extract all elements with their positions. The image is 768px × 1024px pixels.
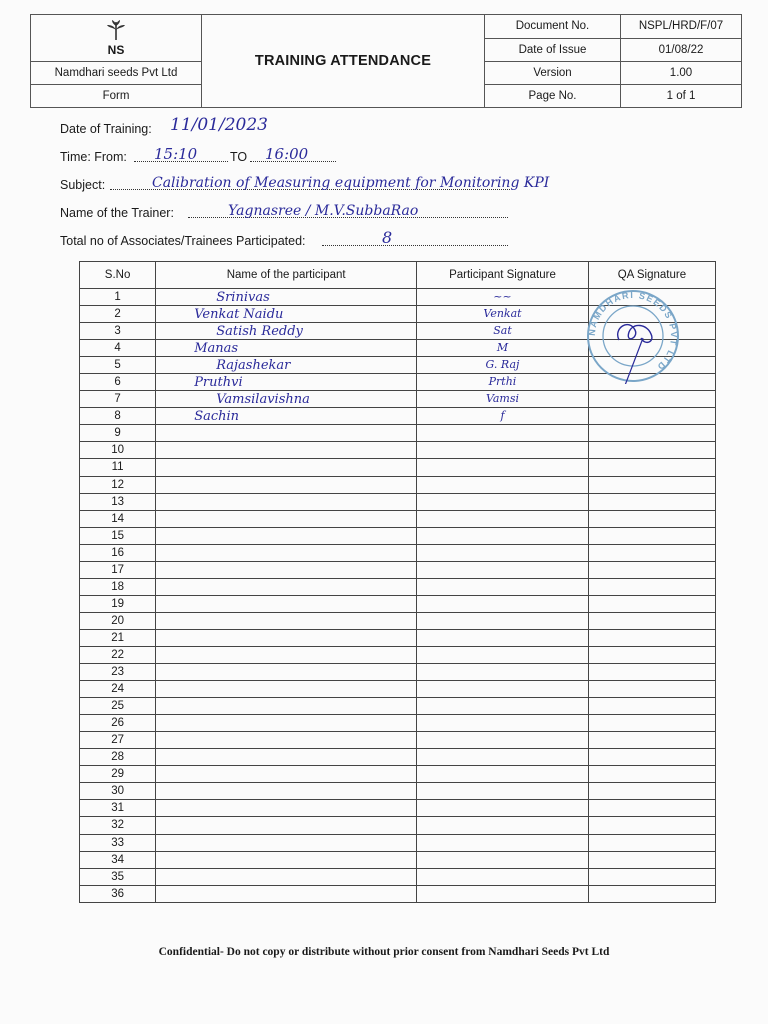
doc-no-label: Document No. xyxy=(485,15,621,39)
date-value: 11/01/2023 xyxy=(170,115,268,135)
participant-name: Sachin xyxy=(194,408,240,424)
row-sno: 16 xyxy=(80,544,156,561)
row-name-cell xyxy=(156,442,417,459)
row-name-cell xyxy=(156,664,417,681)
row-signature-cell xyxy=(417,544,589,561)
col-name: Name of the participant xyxy=(156,262,417,289)
table-row xyxy=(80,885,716,902)
row-name-cell xyxy=(156,595,417,612)
row-name-cell xyxy=(156,544,417,561)
row-name-cell xyxy=(156,527,417,544)
time-from-value: 15:10 xyxy=(154,145,198,163)
time-from-label: Time: From: xyxy=(60,150,127,164)
row-qa-signature-cell xyxy=(588,732,715,749)
row-signature-cell xyxy=(417,306,589,323)
row-name-cell xyxy=(156,783,417,800)
page-no-label: Page No. xyxy=(485,85,621,108)
row-qa-signature-cell xyxy=(588,510,715,527)
row-sno: 15 xyxy=(80,527,156,544)
table-row xyxy=(80,715,716,732)
table-row xyxy=(80,561,716,578)
row-qa-signature-cell xyxy=(588,459,715,476)
participant-name: Pruthvi xyxy=(194,374,243,390)
row-sno: 36 xyxy=(80,885,156,902)
issue-date-value: 01/08/22 xyxy=(621,38,742,62)
row-name-cell xyxy=(156,408,417,425)
row-signature-cell xyxy=(417,527,589,544)
table-row xyxy=(80,612,716,629)
participant-signature: ~~ xyxy=(493,290,512,304)
row-sno: 23 xyxy=(80,664,156,681)
table-row xyxy=(80,698,716,715)
participant-name: Satish Reddy xyxy=(216,323,303,339)
row-sno: 31 xyxy=(80,800,156,817)
table-row xyxy=(80,681,716,698)
table-row xyxy=(80,459,716,476)
participant-name: Rajashekar xyxy=(216,357,291,373)
row-signature-cell xyxy=(417,357,589,374)
subject-label: Subject: xyxy=(60,178,106,192)
document-header xyxy=(30,14,742,108)
participant-signature: G. Raj xyxy=(485,358,520,372)
table-row xyxy=(80,544,716,561)
table-row xyxy=(80,749,716,766)
row-signature-cell xyxy=(417,578,589,595)
trainer-value: Yagnasree / M.V.SubbaRao xyxy=(228,203,419,219)
time-to-value: 16:00 xyxy=(265,145,309,163)
row-sno: 20 xyxy=(80,612,156,629)
row-name-cell xyxy=(156,425,417,442)
row-signature-cell xyxy=(417,612,589,629)
row-signature-cell xyxy=(417,476,589,493)
row-signature-cell xyxy=(417,442,589,459)
issue-date-label: Date of Issue xyxy=(485,38,621,62)
row-name-cell xyxy=(156,868,417,885)
row-qa-signature-cell xyxy=(588,766,715,783)
table-row xyxy=(80,510,716,527)
participant-signature: Prthi xyxy=(488,375,517,389)
row-sno: 3 xyxy=(80,323,156,340)
table-row xyxy=(80,391,716,408)
row-qa-signature-cell xyxy=(588,629,715,646)
row-signature-cell xyxy=(417,340,589,357)
row-sno: 12 xyxy=(80,476,156,493)
table-row xyxy=(80,817,716,834)
row-qa-signature-cell xyxy=(588,408,715,425)
row-qa-signature-cell xyxy=(588,595,715,612)
participant-name: Venkat Naidu xyxy=(194,306,284,322)
row-qa-signature-cell xyxy=(588,476,715,493)
row-name-cell xyxy=(156,561,417,578)
row-name-cell xyxy=(156,766,417,783)
time-row xyxy=(60,140,720,168)
table-row xyxy=(80,868,716,885)
row-signature-cell xyxy=(417,425,589,442)
row-sno: 35 xyxy=(80,868,156,885)
row-name-cell xyxy=(156,851,417,868)
row-sno: 13 xyxy=(80,493,156,510)
table-row xyxy=(80,595,716,612)
total-label: Total no of Associates/Trainees Participated: xyxy=(60,234,306,248)
table-row xyxy=(80,732,716,749)
row-qa-signature-cell xyxy=(588,391,715,408)
row-name-cell xyxy=(156,732,417,749)
participant-signature: Sat xyxy=(493,324,512,338)
row-signature-cell xyxy=(417,715,589,732)
row-name-cell xyxy=(156,681,417,698)
participant-name: Srinivas xyxy=(216,289,270,305)
total-line xyxy=(322,245,508,246)
form-label: Form xyxy=(31,85,202,108)
row-sno: 30 xyxy=(80,783,156,800)
row-qa-signature-cell xyxy=(588,527,715,544)
row-signature-cell xyxy=(417,834,589,851)
company-logo xyxy=(103,20,129,56)
logo-text: NS xyxy=(107,43,125,57)
row-signature-cell xyxy=(417,681,589,698)
row-sno: 19 xyxy=(80,595,156,612)
row-qa-signature-cell xyxy=(588,885,715,902)
row-sno: 25 xyxy=(80,698,156,715)
row-qa-signature-cell xyxy=(588,646,715,663)
row-qa-signature-cell xyxy=(588,851,715,868)
row-sno: 26 xyxy=(80,715,156,732)
row-sno: 14 xyxy=(80,510,156,527)
table-row xyxy=(80,800,716,817)
row-name-cell xyxy=(156,510,417,527)
row-sno: 8 xyxy=(80,408,156,425)
row-sno: 1 xyxy=(80,289,156,306)
row-name-cell xyxy=(156,578,417,595)
row-name-cell xyxy=(156,340,417,357)
version-label: Version xyxy=(485,62,621,85)
row-sno: 33 xyxy=(80,834,156,851)
participant-signature: Vamsi xyxy=(485,392,520,406)
page-no-value: 1 of 1 xyxy=(621,85,742,108)
row-sno: 10 xyxy=(80,442,156,459)
row-name-cell xyxy=(156,289,417,306)
row-signature-cell xyxy=(417,783,589,800)
row-qa-signature-cell xyxy=(588,544,715,561)
row-signature-cell xyxy=(417,629,589,646)
row-qa-signature-cell xyxy=(588,749,715,766)
table-row xyxy=(80,578,716,595)
row-name-cell xyxy=(156,715,417,732)
row-sno: 21 xyxy=(80,629,156,646)
row-qa-signature-cell xyxy=(588,442,715,459)
row-sno: 27 xyxy=(80,732,156,749)
row-signature-cell xyxy=(417,749,589,766)
participant-name: Manas xyxy=(194,340,239,356)
table-header-row xyxy=(80,262,716,289)
col-signature: Participant Signature xyxy=(417,262,589,289)
table-row xyxy=(80,851,716,868)
row-name-cell xyxy=(156,374,417,391)
table-row xyxy=(80,834,716,851)
row-signature-cell xyxy=(417,391,589,408)
row-signature-cell xyxy=(417,510,589,527)
row-name-cell xyxy=(156,459,417,476)
row-name-cell xyxy=(156,817,417,834)
doc-no-value: NSPL/HRD/F/07 xyxy=(621,15,742,39)
row-name-cell xyxy=(156,493,417,510)
table-row xyxy=(80,646,716,663)
participant-signature: f xyxy=(500,409,505,423)
row-signature-cell xyxy=(417,374,589,391)
row-name-cell xyxy=(156,800,417,817)
qa-stamp xyxy=(585,288,681,384)
row-sno: 11 xyxy=(80,459,156,476)
document-title: TRAINING ATTENDANCE xyxy=(202,15,485,108)
row-sno: 28 xyxy=(80,749,156,766)
row-signature-cell xyxy=(417,493,589,510)
row-sno: 18 xyxy=(80,578,156,595)
table-row xyxy=(80,408,716,425)
table-row xyxy=(80,783,716,800)
row-signature-cell xyxy=(417,868,589,885)
stamp-text: NAMDHARI SEEDS PVT LTD xyxy=(586,289,680,373)
row-name-cell xyxy=(156,698,417,715)
table-row xyxy=(80,527,716,544)
table-row xyxy=(80,766,716,783)
row-name-cell xyxy=(156,612,417,629)
row-name-cell xyxy=(156,323,417,340)
row-sno: 17 xyxy=(80,561,156,578)
row-signature-cell xyxy=(417,664,589,681)
row-qa-signature-cell xyxy=(588,493,715,510)
row-qa-signature-cell xyxy=(588,664,715,681)
table-row xyxy=(80,442,716,459)
row-name-cell xyxy=(156,476,417,493)
leaf-icon xyxy=(103,20,129,42)
row-sno: 4 xyxy=(80,340,156,357)
row-sno: 29 xyxy=(80,766,156,783)
row-sno: 9 xyxy=(80,425,156,442)
table-row xyxy=(80,425,716,442)
total-row xyxy=(60,224,720,252)
participant-signature: M xyxy=(496,341,509,355)
stamp-inner-ring xyxy=(603,306,663,366)
table-row xyxy=(80,493,716,510)
row-qa-signature-cell xyxy=(588,425,715,442)
trainer-row xyxy=(60,196,720,224)
row-qa-signature-cell xyxy=(588,698,715,715)
subject-row xyxy=(60,168,720,196)
row-sno: 2 xyxy=(80,306,156,323)
row-signature-cell xyxy=(417,595,589,612)
col-qa-signature: QA Signature xyxy=(588,262,715,289)
company-name: Namdhari seeds Pvt Ltd xyxy=(31,62,202,85)
row-signature-cell xyxy=(417,885,589,902)
row-signature-cell xyxy=(417,732,589,749)
row-sno: 24 xyxy=(80,681,156,698)
row-qa-signature-cell xyxy=(588,783,715,800)
date-label: Date of Training: xyxy=(60,122,152,136)
row-sno: 6 xyxy=(80,374,156,391)
total-value: 8 xyxy=(382,228,393,247)
row-sno: 22 xyxy=(80,646,156,663)
row-signature-cell xyxy=(417,323,589,340)
logo-cell xyxy=(31,15,202,62)
row-name-cell xyxy=(156,391,417,408)
row-name-cell xyxy=(156,357,417,374)
row-name-cell xyxy=(156,749,417,766)
row-qa-signature-cell xyxy=(588,800,715,817)
row-signature-cell xyxy=(417,766,589,783)
row-sno: 34 xyxy=(80,851,156,868)
row-name-cell xyxy=(156,885,417,902)
row-qa-signature-cell xyxy=(588,578,715,595)
subject-value: Calibration of Measuring equipment for Monitoring KPI xyxy=(152,175,550,191)
version-value: 1.00 xyxy=(621,62,742,85)
row-name-cell xyxy=(156,834,417,851)
confidential-footer: Confidential- Do not copy or distribute without prior consent from Namdhari Seeds Pvt Ltd xyxy=(158,946,610,958)
row-signature-cell xyxy=(417,817,589,834)
row-name-cell xyxy=(156,629,417,646)
row-signature-cell xyxy=(417,851,589,868)
row-qa-signature-cell xyxy=(588,868,715,885)
participant-signature: Venkat xyxy=(483,307,522,321)
row-name-cell xyxy=(156,646,417,663)
row-name-cell xyxy=(156,306,417,323)
row-qa-signature-cell xyxy=(588,681,715,698)
date-row xyxy=(60,112,720,140)
row-signature-cell xyxy=(417,561,589,578)
row-sno: 32 xyxy=(80,817,156,834)
training-details xyxy=(60,112,720,252)
table-row xyxy=(80,664,716,681)
qa-signature-tail xyxy=(605,338,643,384)
table-row xyxy=(80,476,716,493)
time-to-label: TO xyxy=(230,150,248,164)
row-signature-cell xyxy=(417,408,589,425)
participant-name: Vamsilavishna xyxy=(216,391,310,407)
qa-signature-stroke xyxy=(618,325,652,343)
table-row xyxy=(80,629,716,646)
row-signature-cell xyxy=(417,289,589,306)
row-qa-signature-cell xyxy=(588,715,715,732)
row-qa-signature-cell xyxy=(588,612,715,629)
row-sno: 7 xyxy=(80,391,156,408)
row-qa-signature-cell xyxy=(588,817,715,834)
row-signature-cell xyxy=(417,459,589,476)
row-qa-signature-cell xyxy=(588,834,715,851)
row-signature-cell xyxy=(417,800,589,817)
col-sno: S.No xyxy=(80,262,156,289)
trainer-label: Name of the Trainer: xyxy=(60,206,174,220)
row-signature-cell xyxy=(417,698,589,715)
row-qa-signature-cell xyxy=(588,561,715,578)
row-sno: 5 xyxy=(80,357,156,374)
row-signature-cell xyxy=(417,646,589,663)
